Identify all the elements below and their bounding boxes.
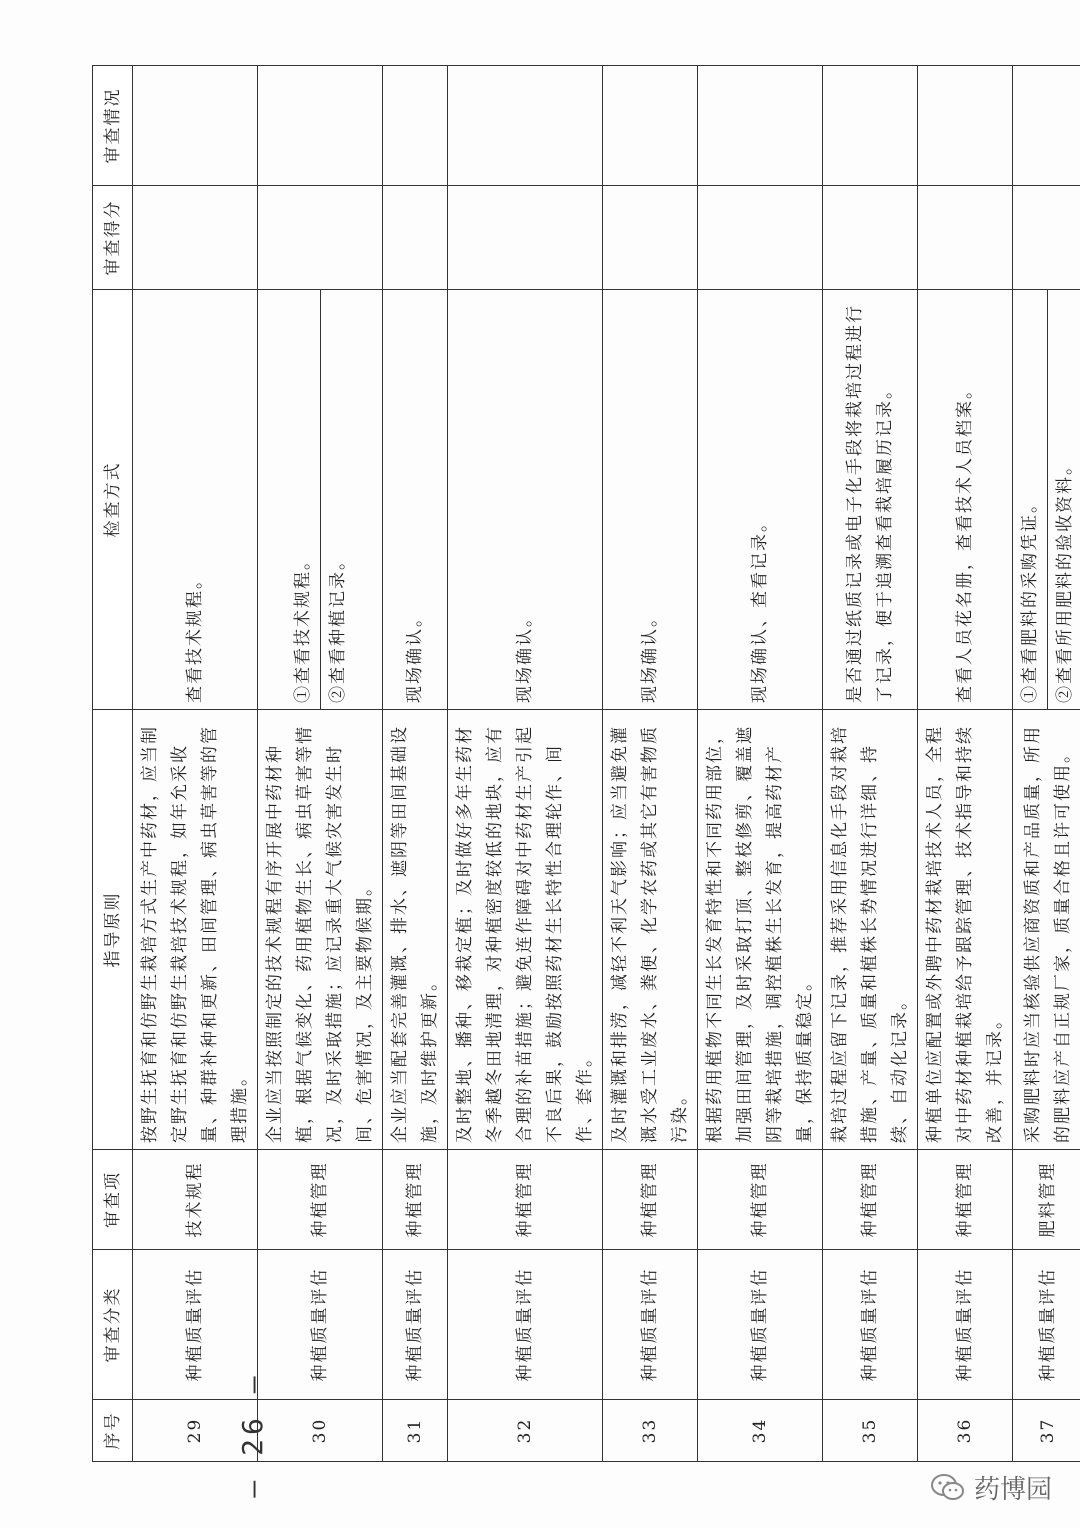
table-row xyxy=(133,66,258,1462)
row-category: 种植质量评估 xyxy=(603,1250,698,1400)
header-category: 审查分类 xyxy=(93,1250,133,1400)
rotated-table-sheet xyxy=(92,66,1075,1462)
header-score: 审查得分 xyxy=(93,186,133,290)
table-row xyxy=(918,66,1013,1462)
row-item: 种植管理 xyxy=(918,1150,1013,1250)
table-row xyxy=(603,66,698,1462)
header-no: 序号 xyxy=(93,1400,133,1462)
row-item: 技术规程 xyxy=(133,1150,258,1250)
watermark-text: 药博园 xyxy=(973,1475,1052,1505)
row-item: 种植管理 xyxy=(448,1150,603,1250)
row-item: 种植管理 xyxy=(258,1150,383,1250)
row-status[interactable] xyxy=(1013,66,1080,186)
row-score[interactable] xyxy=(133,186,258,290)
row-score[interactable] xyxy=(698,186,823,290)
row-no: 37 xyxy=(1013,1400,1080,1462)
header-principle: 指导原则 xyxy=(93,710,133,1150)
row-category: 种植质量评估 xyxy=(918,1250,1013,1400)
row-item: 种植管理 xyxy=(383,1150,448,1250)
row-no: 35 xyxy=(823,1400,918,1462)
row-principle: 及时整地、播种、移栽定植；及时做好多年生药材冬季越冬田地清理，对种植密度较低的地块，应有合理的补苗措施；避免连作障碍对中药材生产引起不良后果，鼓励按照药材生长特性合理轮作、间作、套作。 xyxy=(448,710,603,1150)
row-category: 种植质量评估 xyxy=(258,1250,383,1400)
table-row xyxy=(448,66,603,1462)
table-row xyxy=(1013,66,1080,1462)
row-no: 29 xyxy=(133,1400,258,1462)
row-item: 种植管理 xyxy=(603,1150,698,1250)
row-principle: 种植单位应配置或外聘中药材栽培技术人员，全程对中药材种植栽培给予跟踪管理、技术指导和持续改善，并记录。 xyxy=(918,710,1013,1150)
row-status[interactable] xyxy=(918,66,1013,186)
row-score[interactable] xyxy=(918,186,1013,290)
row-score[interactable] xyxy=(823,186,918,290)
row-score[interactable] xyxy=(258,186,383,290)
row-principle: 及时灌溉和排涝，减轻不利天气影响；应当避免灌溉水受工业废水、粪便、化学农药或其它有害物质污染。 xyxy=(603,710,698,1150)
row-method xyxy=(258,290,383,710)
row-principle: 根据药用植物不同生长发育特性和不同药用部位，加强田间管理，及时采取打顶、整枝修剪、覆盖遮阴等栽培措施，调控植株生长发育，提高药材产量，保持质量稳定。 xyxy=(698,710,823,1150)
row-principle: 企业应当按照制定的技术规程有序开展中药材种植，根据气候变化、药用植物生长、病虫草害等情况，及时采取措施；应记录重大气候灾害发生时间、危害情况，及主要物候期。 xyxy=(258,710,383,1150)
watermark xyxy=(930,1469,1052,1506)
row-no: 36 xyxy=(918,1400,1013,1462)
row-item: 种植管理 xyxy=(823,1150,918,1250)
row-category: 种植质量评估 xyxy=(448,1250,603,1400)
row-status[interactable] xyxy=(383,66,448,186)
method-line: ①查看技术规程。 xyxy=(292,551,313,703)
row-principle: 栽培过程应留下记录，推荐采用信息化手段对栽培措施、产量、质量和植株长势情况进行详细、持续、自动化记录。 xyxy=(823,710,918,1150)
row-method: 查看技术规程。 xyxy=(133,290,258,710)
table-header-row xyxy=(93,66,133,1462)
row-item: 种植管理 xyxy=(698,1150,823,1250)
row-score[interactable] xyxy=(603,186,698,290)
header-method: 检查方式 xyxy=(93,290,133,710)
row-no: 33 xyxy=(603,1400,698,1462)
review-table xyxy=(92,65,1080,1462)
row-method: 是否通过纸质记录或电子化手段将栽培过程进行了记录，便于追溯查看栽培履历记录。 xyxy=(823,290,918,710)
row-status[interactable] xyxy=(823,66,918,186)
table-row xyxy=(823,66,918,1462)
row-status[interactable] xyxy=(133,66,258,186)
table-row xyxy=(258,66,383,1462)
row-principle: 企业应当配套完善灌溉、排水、遮阴等田间基础设施，及时维护更新。 xyxy=(383,710,448,1150)
header-item: 审查项 xyxy=(93,1150,133,1250)
row-no: 31 xyxy=(383,1400,448,1462)
row-category: 种植质量评估 xyxy=(698,1250,823,1400)
table-row xyxy=(698,66,823,1462)
row-method: 现场确认。 xyxy=(448,290,603,710)
row-status[interactable] xyxy=(258,66,383,186)
table-row xyxy=(383,66,448,1462)
row-status[interactable] xyxy=(603,66,698,186)
row-principle: 采购肥料时应当核验供应商资质和产品质量，所用的肥料应产自正规厂家，质量合格且许可使用。 xyxy=(1013,710,1080,1150)
row-method: 现场确认、查看记录。 xyxy=(698,290,823,710)
method-line: ②查看所用肥料的验收资料。 xyxy=(1047,290,1080,709)
row-no: 34 xyxy=(698,1400,823,1462)
header-status: 审查情况 xyxy=(93,66,133,186)
row-principle: 按野生抚育和仿野生栽培方式生产中药材，应当制定野生抚育和仿野生栽培技术规程，如年允采收量、种群补种和更新、田间管理、病虫草害等的管理措施。 xyxy=(133,710,258,1150)
row-method: 查看人员花名册，查看技术人员档案。 xyxy=(918,290,1013,710)
row-category: 种植质量评估 xyxy=(823,1250,918,1400)
page-number: — 26 — xyxy=(235,1372,269,1498)
row-category: 种植质量评估 xyxy=(133,1250,258,1400)
row-category: 种植质量评估 xyxy=(383,1250,448,1400)
row-method xyxy=(1013,290,1080,710)
row-method: 现场确认。 xyxy=(383,290,448,710)
row-score[interactable] xyxy=(448,186,603,290)
row-category: 种植质量评估 xyxy=(1013,1250,1080,1400)
row-score[interactable] xyxy=(1013,186,1080,290)
row-status[interactable] xyxy=(448,66,603,186)
row-no: 30 xyxy=(258,1400,383,1462)
row-score[interactable] xyxy=(383,186,448,290)
wechat-icon xyxy=(930,1473,966,1503)
row-method: 现场确认。 xyxy=(603,290,698,710)
row-status[interactable] xyxy=(698,66,823,186)
method-line: ①查看肥料的采购凭证。 xyxy=(1020,494,1040,703)
row-no: 32 xyxy=(448,1400,603,1462)
row-item: 肥料管理 xyxy=(1013,1150,1080,1250)
method-line: ②查看种植记录。 xyxy=(320,290,355,709)
